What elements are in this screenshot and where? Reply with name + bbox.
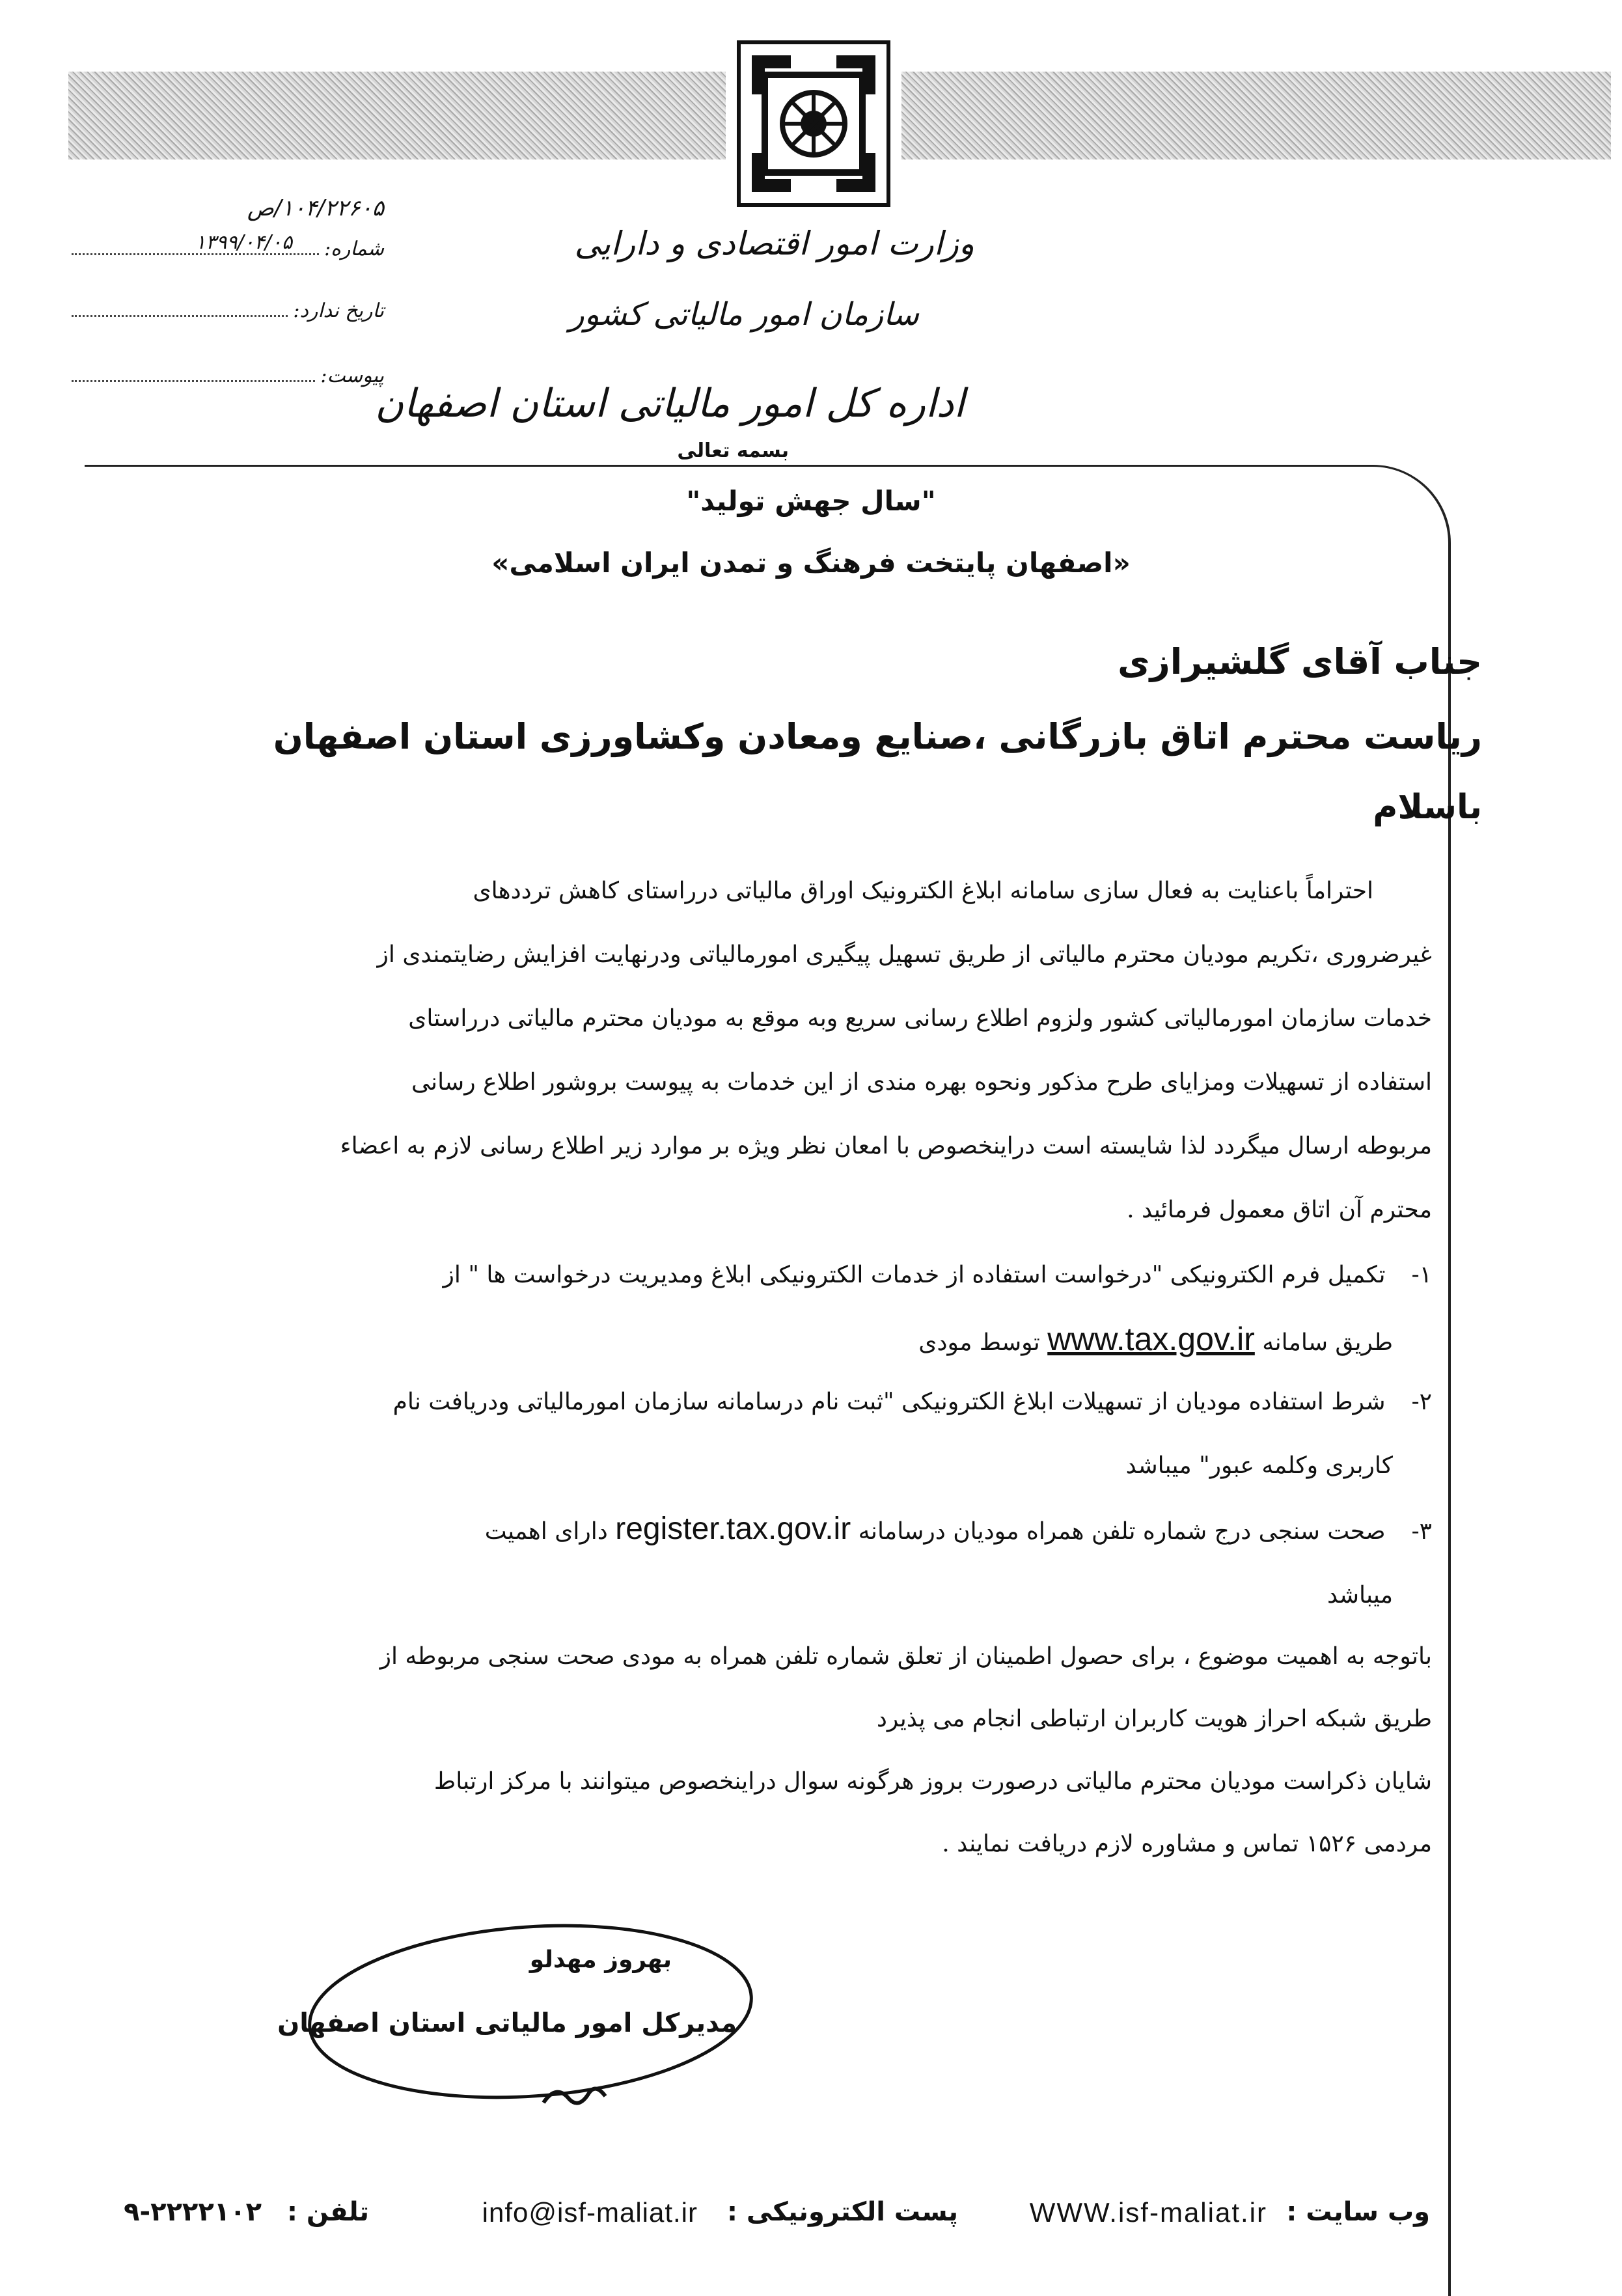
body-line: احتراماً باعنایت به فعال سازی سامانه ابلاغ الکترونیک اوراق مالیاتی درراستای کاهش ترددهای [473,878,1373,904]
date-row [72,290,384,322]
closing-line: شایان ذکراست مودیان محترم مالیاتی درصورت بروز هرگونه سوال دراینخصوص میتوانند با مرکز ارتباط [433,1768,1432,1795]
greeting: باسلام [1373,788,1482,827]
item-text: تکمیل فرم الکترونیکی "درخواست استفاده از خدمات الکترونیکی ابلاغ ومدیریت درخواست ها " از [443,1262,1386,1288]
list-item [215,1243,1432,1375]
item-text: شرط استفاده مودیان از تسهیلات ابلاغ الکترونیکی "ثبت نام درسامانه سازمان امورمالیاتی ودریافت نام [392,1389,1386,1415]
bismillah: بسمه تعالی [677,439,789,462]
email-link[interactable]: info@isf-maliat.ir [482,2197,698,2228]
addressee-title: ریاست محترم اتاق بازرگانی ،صنایع ومعادن وکشاورزی استان اصفهان [273,716,1482,757]
organization-name: سازمان امور مالیاتی کشور [569,296,919,333]
ministry-name: وزارت امور اقتصادی و دارایی [574,225,974,262]
body-line: استفاده از تسهیلات ومزایای طرح مذکور ونحوه بهره مندی از این خدمات به پیوست بروشور اطلاع رسانی [411,1069,1432,1096]
body-line: مربوطه ارسال میگردد لذا شایسته است دراینخصوص با امعان نظر ویژه بر موارد زیر اطلاع رسانی لازم به اعضاء [340,1133,1432,1159]
list-item [215,1370,1432,1498]
department-name: اداره کل امور مالیاتی استان اصفهان [375,381,965,426]
header-pattern-left [68,72,726,159]
letter-number: ۱۰۴/۲۲۶۰۵/ص [247,195,384,221]
attachment-row [72,355,384,387]
item-number: ۱- [1411,1262,1432,1288]
letter-body [215,859,1432,1242]
item-text: میباشد [1326,1582,1393,1609]
date-label: تاریخ ندارد: [293,299,384,322]
item-text: کاربری وکلمه عبور" میباشد [1125,1452,1393,1479]
item-text: صحت سنجی درج شماره تلفن همراه مودیان درسامانه [858,1518,1386,1545]
closing-line: مردمی ۱۵۲۶ تماس و مشاوره لازم دریافت نمایند . [942,1831,1432,1857]
email-label: پست الکترونیکی : [726,2197,958,2227]
item-number: ۳- [1411,1518,1432,1545]
closing-paragraphs [130,1625,1432,1875]
number-label: شماره: [324,238,384,260]
phone-number: ۹-۲۲۲۲۱۰۲ [124,2197,262,2227]
header-pattern-right [901,72,1611,159]
body-line: محترم آن اتاق معمول فرمائید . [1127,1196,1432,1223]
body-line: غیرضروری ،تکریم مودیان محترم مالیاتی از طریق تسهیل پیگیری امورمالیاتی ودرنهایت افزایش رضایتمندی از [377,941,1432,968]
closing-line: باتوجه به اهمیت موضوع ، برای حصول اطمینان از تعلق شماره تلفن همراه به مودی صحت سنجی مربوطه از [379,1643,1432,1670]
website-label: وب سایت : [1286,2197,1430,2227]
year-motto: "سال جهش تولید" [686,485,936,517]
item-text: طریق سامانه [1262,1329,1393,1356]
addressee-name: جناب آقای گلشیرازی [1118,641,1482,682]
register-website-link[interactable]: register.tax.gov.ir [615,1512,851,1546]
website-link[interactable]: WWW.isf-maliat.ir [1029,2197,1267,2228]
phone-label: تلفن : [286,2197,369,2227]
ministry-emblem-icon [726,36,901,212]
date-value: ۱۳۹۹/۰۴/۰۵ [195,231,293,254]
body-line: خدمات سازمان امورمالیاتی کشور ولزوم اطلاع رسانی سریع وبه موقع به مودیان محترم مالیاتی درراستای [408,1005,1432,1032]
item-text: دارای اهمیت [484,1518,608,1545]
attachment-label: پیوست: [320,365,384,387]
signatory-name: بهروز مهدلو [529,1946,672,1973]
city-slogan: «اصفهان پایتخت فرهنگ و تمدن ایران اسلامی» [491,547,1131,579]
signatory-title: مدیرکل امور مالیاتی استان اصفهان [277,2008,737,2038]
item-text: توسط مودی [918,1329,1040,1356]
tax-website-link[interactable]: www.tax.gov.ir [1047,1321,1255,1357]
item-number: ۲- [1411,1389,1432,1415]
closing-line: طریق شبکه احراز هویت کاربران ارتباطی انجام می پذیرد [876,1706,1432,1732]
number-row [72,228,384,260]
list-item [215,1497,1432,1627]
